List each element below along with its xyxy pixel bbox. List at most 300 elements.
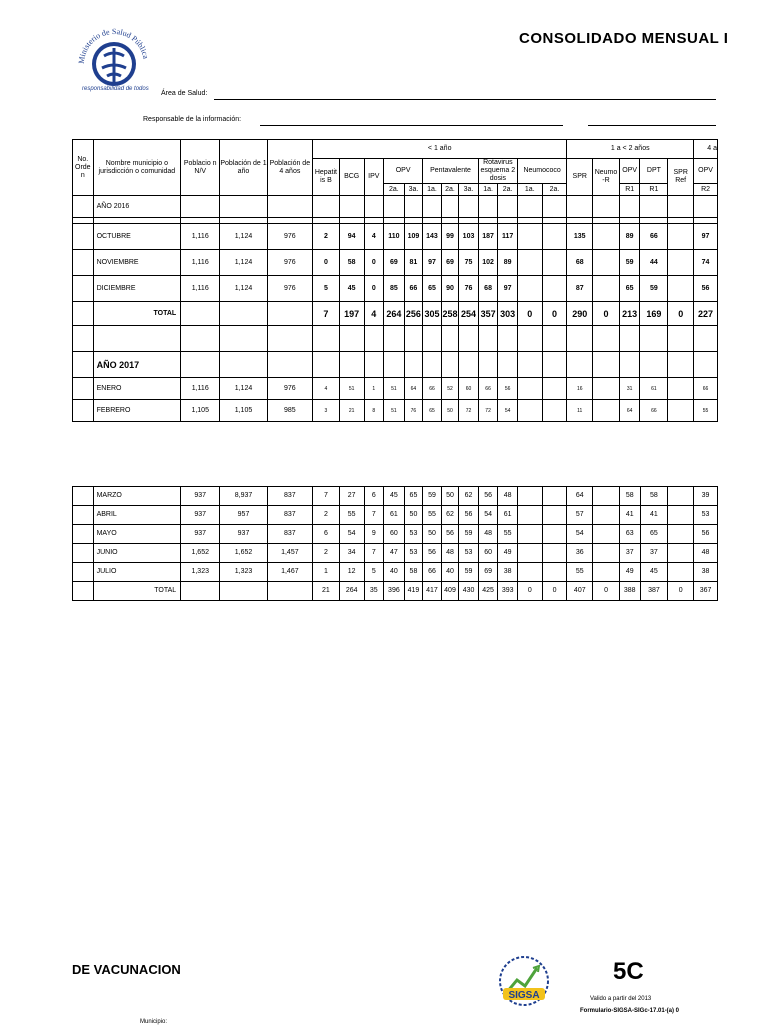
group-lt1: < 1 año: [313, 140, 567, 159]
area-label: Área de Salud:: [161, 90, 208, 97]
pob-1: 1,124: [220, 378, 267, 400]
value-cell: 64: [404, 378, 423, 400]
empty-cell: [567, 196, 593, 218]
value-cell: [593, 378, 620, 400]
pob-nv: 1,116: [181, 276, 220, 302]
value-cell: 48: [478, 525, 498, 544]
value-cell: [542, 250, 567, 276]
value-cell: 68: [478, 276, 498, 302]
empty-cell: [640, 196, 668, 218]
empty-cell: [73, 544, 94, 563]
value-cell: 65: [404, 487, 423, 506]
total-value: 256: [404, 302, 423, 326]
empty-cell: [181, 582, 220, 601]
value-cell: 41: [640, 506, 668, 525]
dose: 2a.: [542, 184, 567, 196]
value-cell: [593, 487, 620, 506]
table-row: [73, 525, 718, 544]
value-cell: 110: [384, 224, 405, 250]
empty-cell: [668, 196, 694, 218]
pob-4: 976: [267, 276, 312, 302]
value-cell: 87: [567, 276, 593, 302]
total-value: 430: [459, 582, 479, 601]
empty-cell: [267, 326, 312, 352]
table-row: [73, 276, 718, 302]
dose: R1: [619, 184, 640, 196]
empty-cell: [423, 352, 442, 378]
value-cell: 102: [478, 250, 498, 276]
value-cell: 37: [619, 544, 640, 563]
value-cell: [542, 487, 567, 506]
empty-cell: [220, 352, 267, 378]
empty-cell: [73, 250, 94, 276]
empty-cell: [619, 352, 640, 378]
value-cell: 54: [498, 400, 518, 422]
value-cell: 41: [619, 506, 640, 525]
year-row: [73, 196, 718, 218]
value-cell: 72: [478, 400, 498, 422]
value-cell: 34: [339, 544, 364, 563]
pob-nv: 937: [181, 506, 220, 525]
value-cell: [542, 378, 567, 400]
pob-4: 837: [267, 487, 312, 506]
empty-cell: [542, 352, 567, 378]
dose: 3a.: [404, 184, 423, 196]
total-value: 264: [384, 302, 405, 326]
value-cell: 65: [640, 525, 668, 544]
empty-cell: [404, 352, 423, 378]
row-name: FEBRERO: [93, 400, 181, 422]
empty-cell: [517, 196, 542, 218]
value-cell: 40: [384, 563, 405, 582]
pob-4: 976: [267, 250, 312, 276]
value-cell: [542, 563, 567, 582]
pob-4: 1,457: [267, 544, 312, 563]
empty-cell: [181, 302, 220, 326]
empty-cell: [73, 224, 94, 250]
empty-cell: [73, 326, 94, 352]
row-name: MARZO: [93, 487, 181, 506]
value-cell: 44: [640, 250, 668, 276]
value-cell: 60: [459, 378, 479, 400]
empty-cell: [267, 352, 312, 378]
value-cell: [593, 544, 620, 563]
value-cell: 56: [694, 525, 718, 544]
value-cell: 58: [640, 487, 668, 506]
empty-cell: [384, 196, 405, 218]
value-cell: 58: [404, 563, 423, 582]
pob-nv: 1,116: [181, 378, 220, 400]
value-cell: 66: [423, 378, 442, 400]
value-cell: 76: [459, 276, 479, 302]
empty-cell: [619, 326, 640, 352]
table-row: [73, 563, 718, 582]
empty-cell: [267, 302, 312, 326]
empty-cell: [339, 352, 364, 378]
col-opv4: OPV: [694, 159, 718, 184]
total-value: 290: [567, 302, 593, 326]
value-cell: 37: [640, 544, 668, 563]
value-cell: 45: [384, 487, 405, 506]
value-cell: 55: [339, 506, 364, 525]
empty-cell: [593, 326, 620, 352]
dose: 1a.: [423, 184, 442, 196]
value-cell: 49: [498, 544, 518, 563]
value-cell: 60: [384, 525, 405, 544]
empty-cell: [517, 326, 542, 352]
value-cell: 59: [423, 487, 442, 506]
col-spr-ref: SPR Ref: [668, 159, 694, 196]
value-cell: 1: [313, 563, 340, 582]
value-cell: [517, 563, 542, 582]
value-cell: [542, 506, 567, 525]
value-cell: 57: [567, 506, 593, 525]
total-row: [73, 582, 718, 601]
dose: R1: [640, 184, 668, 196]
value-cell: 50: [441, 487, 459, 506]
empty-cell: [640, 352, 668, 378]
value-cell: 56: [441, 525, 459, 544]
col-neumo: Neumococo: [517, 159, 566, 184]
empty-cell: [404, 326, 423, 352]
value-cell: 60: [478, 544, 498, 563]
empty-cell: [267, 196, 312, 218]
empty-cell: [313, 196, 340, 218]
vaccination-table-top: [72, 139, 718, 422]
value-cell: 66: [694, 378, 718, 400]
value-cell: 1: [364, 378, 384, 400]
empty-cell: [478, 196, 498, 218]
value-cell: [668, 224, 694, 250]
empty-cell: [220, 326, 267, 352]
empty-cell: [668, 352, 694, 378]
total-value: 0: [542, 302, 567, 326]
col-no-orden: No. Orde n: [73, 140, 94, 196]
value-cell: 45: [339, 276, 364, 302]
value-cell: 5: [313, 276, 340, 302]
value-cell: [668, 250, 694, 276]
empty-cell: [459, 352, 479, 378]
empty-cell: [181, 326, 220, 352]
table-row: [73, 250, 718, 276]
value-cell: [517, 400, 542, 422]
value-cell: 53: [404, 525, 423, 544]
total-value: 396: [384, 582, 405, 601]
value-cell: 61: [384, 506, 405, 525]
row-name: DICIEMBRE: [93, 276, 181, 302]
value-cell: [517, 544, 542, 563]
value-cell: [668, 378, 694, 400]
empty-cell: [220, 196, 267, 218]
total-value: 0: [593, 302, 620, 326]
total-value: 0: [517, 302, 542, 326]
value-cell: [542, 400, 567, 422]
value-cell: 65: [423, 276, 442, 302]
table-row: [73, 487, 718, 506]
value-cell: 103: [459, 224, 479, 250]
empty-cell: [478, 352, 498, 378]
value-cell: [542, 544, 567, 563]
total-value: 388: [619, 582, 640, 601]
value-cell: 0: [313, 250, 340, 276]
value-cell: [517, 525, 542, 544]
empty-cell: [384, 352, 405, 378]
value-cell: [517, 224, 542, 250]
col-poblacion-nv: Poblacio n N/V: [181, 140, 220, 196]
empty-cell: [73, 582, 94, 601]
value-cell: 53: [404, 544, 423, 563]
value-cell: [517, 250, 542, 276]
empty-cell: [478, 326, 498, 352]
dose: 2a.: [498, 184, 518, 196]
ministry-arc-text: Ministerio de Salud Pública: [76, 26, 151, 65]
value-cell: 97: [423, 250, 442, 276]
value-cell: [517, 487, 542, 506]
empty-cell: [364, 326, 384, 352]
value-cell: 53: [459, 544, 479, 563]
total-value: 425: [478, 582, 498, 601]
value-cell: 75: [459, 250, 479, 276]
value-cell: 2: [313, 224, 340, 250]
value-cell: [668, 544, 694, 563]
empty-cell: [404, 196, 423, 218]
empty-cell: [181, 352, 220, 378]
total-value: 417: [423, 582, 442, 601]
value-cell: 59: [640, 276, 668, 302]
value-cell: 59: [619, 250, 640, 276]
row-name: OCTUBRE: [93, 224, 181, 250]
empty-cell: [313, 352, 340, 378]
value-cell: 89: [619, 224, 640, 250]
total-label: TOTAL: [93, 302, 181, 326]
responsable-label: Responsable de la información:: [143, 116, 242, 123]
value-cell: 55: [423, 506, 442, 525]
empty-cell: [73, 276, 94, 302]
value-cell: [593, 506, 620, 525]
value-cell: [668, 487, 694, 506]
empty-cell: [459, 196, 479, 218]
value-cell: 109: [404, 224, 423, 250]
value-cell: 31: [619, 378, 640, 400]
value-cell: 187: [478, 224, 498, 250]
value-cell: 6: [313, 525, 340, 544]
value-cell: 74: [694, 250, 718, 276]
value-cell: 59: [459, 525, 479, 544]
total-value: 0: [517, 582, 542, 601]
value-cell: 66: [404, 276, 423, 302]
dose: 2a.: [441, 184, 459, 196]
value-cell: 69: [441, 250, 459, 276]
year-label: AÑO 2017: [93, 352, 181, 378]
empty-cell: [694, 352, 718, 378]
empty-cell: [423, 196, 442, 218]
value-cell: 135: [567, 224, 593, 250]
total-value: 0: [668, 582, 694, 601]
value-cell: [542, 525, 567, 544]
pob-1: 8,937: [220, 487, 267, 506]
value-cell: [517, 378, 542, 400]
area-field-line: [214, 99, 716, 100]
empty-cell: [73, 506, 94, 525]
row-name: ENERO: [93, 378, 181, 400]
col-dpt: DPT: [640, 159, 668, 184]
value-cell: 99: [441, 224, 459, 250]
responsable-field-line: [260, 125, 563, 126]
value-cell: 4: [364, 224, 384, 250]
value-cell: 16: [567, 378, 593, 400]
value-cell: 12: [339, 563, 364, 582]
value-cell: 66: [640, 224, 668, 250]
total-label: TOTAL: [93, 582, 181, 601]
table-row: [73, 224, 718, 250]
value-cell: 56: [423, 544, 442, 563]
value-cell: 76: [404, 400, 423, 422]
value-cell: [542, 276, 567, 302]
empty-cell: [73, 487, 94, 506]
empty-cell: [220, 302, 267, 326]
value-cell: 36: [567, 544, 593, 563]
form-code-5c: 5C: [613, 958, 644, 985]
municipio-label: Municipio:: [140, 1019, 168, 1025]
table-row: [73, 506, 718, 525]
empty-cell: [517, 352, 542, 378]
spacer-row: [73, 326, 718, 352]
total-value: 0: [542, 582, 567, 601]
value-cell: [668, 525, 694, 544]
empty-cell: [593, 352, 620, 378]
value-cell: 58: [339, 250, 364, 276]
empty-cell: [73, 563, 94, 582]
value-cell: 4: [313, 378, 340, 400]
value-cell: [517, 276, 542, 302]
empty-cell: [313, 326, 340, 352]
value-cell: [542, 224, 567, 250]
value-cell: [668, 276, 694, 302]
value-cell: 143: [423, 224, 442, 250]
total-value: 305: [423, 302, 442, 326]
value-cell: 64: [567, 487, 593, 506]
total-value: 409: [441, 582, 459, 601]
empty-cell: [73, 378, 94, 400]
value-cell: 117: [498, 224, 518, 250]
empty-cell: [267, 582, 312, 601]
value-cell: 61: [498, 506, 518, 525]
empty-cell: [364, 196, 384, 218]
row-name: MAYO: [93, 525, 181, 544]
total-row: [73, 302, 718, 326]
empty-cell: [73, 352, 94, 378]
empty-cell: [567, 326, 593, 352]
col-opv: OPV: [384, 159, 423, 184]
value-cell: 56: [459, 506, 479, 525]
pob-1: 1,124: [220, 250, 267, 276]
value-cell: 51: [339, 378, 364, 400]
empty-cell: [542, 196, 567, 218]
total-value: 419: [404, 582, 423, 601]
value-cell: 7: [364, 506, 384, 525]
value-cell: 55: [498, 525, 518, 544]
value-cell: 51: [384, 378, 405, 400]
pob-1: 1,124: [220, 276, 267, 302]
value-cell: 54: [339, 525, 364, 544]
value-cell: 50: [441, 400, 459, 422]
value-cell: 3: [313, 400, 340, 422]
value-cell: 90: [441, 276, 459, 302]
value-cell: 27: [339, 487, 364, 506]
sigsa-logo-icon: [497, 954, 551, 1008]
value-cell: 52: [441, 378, 459, 400]
value-cell: 69: [478, 563, 498, 582]
value-cell: 55: [567, 563, 593, 582]
value-cell: 9: [364, 525, 384, 544]
empty-cell: [339, 196, 364, 218]
value-cell: 48: [441, 544, 459, 563]
pob-4: 976: [267, 224, 312, 250]
value-cell: 50: [423, 525, 442, 544]
value-cell: 40: [441, 563, 459, 582]
pob-nv: 1,116: [181, 250, 220, 276]
row-name: JULIO: [93, 563, 181, 582]
value-cell: 66: [478, 378, 498, 400]
empty-cell: [73, 525, 94, 544]
total-value: 169: [640, 302, 668, 326]
empty-cell: [181, 196, 220, 218]
sigsa-logo: [497, 954, 551, 1008]
year-label: AÑO 2016: [93, 196, 181, 218]
value-cell: 0: [364, 276, 384, 302]
footer-title: DE VACUNACION: [72, 962, 181, 977]
pob-4: 1,467: [267, 563, 312, 582]
pob-nv: 1,652: [181, 544, 220, 563]
value-cell: 53: [694, 506, 718, 525]
pob-nv: 937: [181, 487, 220, 506]
value-cell: 6: [364, 487, 384, 506]
value-cell: 85: [384, 276, 405, 302]
empty-cell: [619, 196, 640, 218]
value-cell: [668, 400, 694, 422]
value-cell: 7: [364, 544, 384, 563]
value-cell: 7: [313, 487, 340, 506]
value-cell: [593, 563, 620, 582]
value-cell: 66: [640, 400, 668, 422]
valid-from: Valido a partir del 2013: [590, 996, 652, 1002]
value-cell: 68: [567, 250, 593, 276]
pob-nv: 937: [181, 525, 220, 544]
table-row: [73, 400, 718, 422]
empty-cell: [73, 302, 94, 326]
value-cell: 58: [619, 487, 640, 506]
col-hep: Hepatit is B: [313, 159, 340, 196]
pob-1: 1,323: [220, 563, 267, 582]
value-cell: [593, 525, 620, 544]
value-cell: 21: [339, 400, 364, 422]
form-code: Formulario-SIGSA-SIGc-17.01-(a) 0: [580, 1008, 680, 1014]
value-cell: 59: [459, 563, 479, 582]
value-cell: 56: [694, 276, 718, 302]
pob-nv: 1,116: [181, 224, 220, 250]
value-cell: 38: [694, 563, 718, 582]
table-row: [73, 378, 718, 400]
value-cell: 39: [694, 487, 718, 506]
value-cell: 62: [441, 506, 459, 525]
total-value: 303: [498, 302, 518, 326]
empty-cell: [73, 400, 94, 422]
value-cell: 49: [619, 563, 640, 582]
value-cell: 94: [339, 224, 364, 250]
pob-1: 1,124: [220, 224, 267, 250]
pob-1: 957: [220, 506, 267, 525]
total-value: 213: [619, 302, 640, 326]
